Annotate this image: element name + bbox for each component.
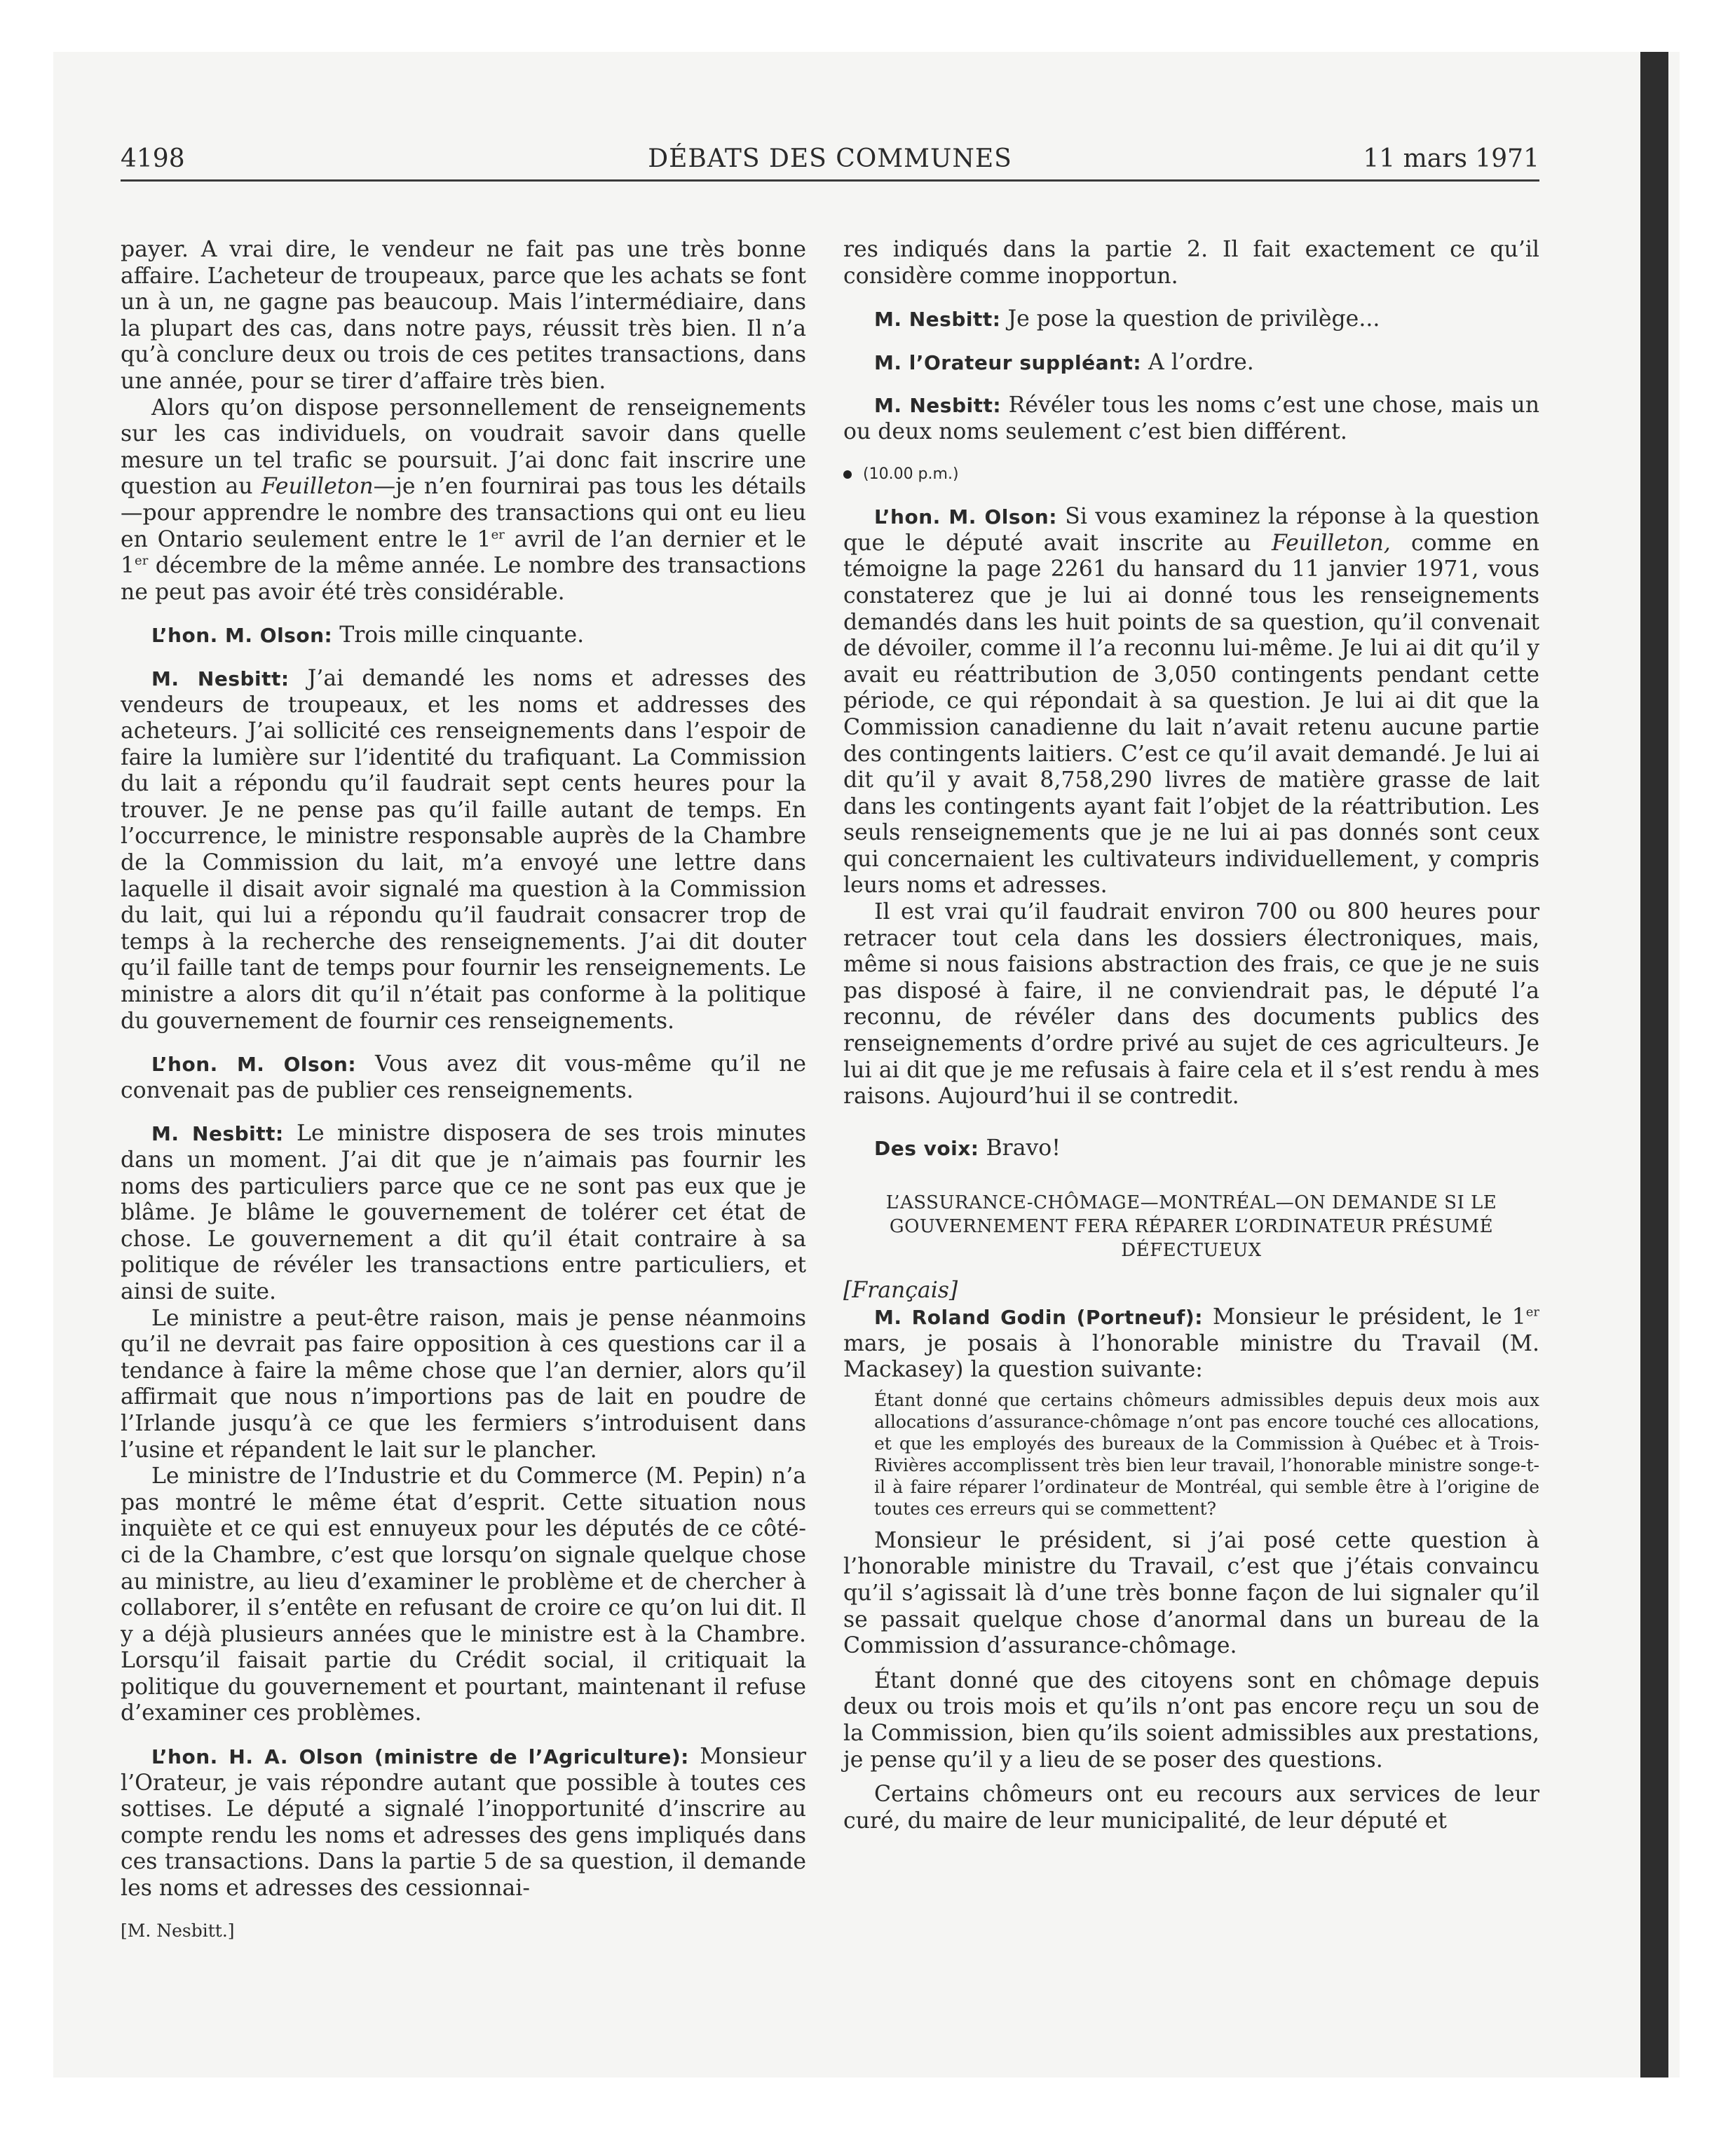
speaker-name: M. Nesbitt: xyxy=(874,394,1002,418)
paragraph: Monsieur le président, si j’ai posé cette question à l’honorable ministre du Travail, c’est que j’étais convaincu qu’il s’agissait là d’une très bonne façon de lui signaler qu’il se passait quelque chose d’anormal dans un bureau de la Commission d’assurance-chômage. xyxy=(843,1527,1539,1659)
page-number: 4198 xyxy=(121,144,185,173)
publication-title: DÉBATS DES COMMUNES xyxy=(648,144,1012,173)
paragraph: Étant donné que des citoyens sont en chômage depuis deux ou trois mois et qu’ils n’ont pas encore reçu un sou de la Commission, bien qu’ils soient admissibles aux prestations, je pense qu’il y a lieu de se poser des questions. xyxy=(843,1667,1539,1773)
speech: L’hon. M. Olson: Si vous examinez la réponse à la question que le député avait inscrite au Feuilleton, comme en témoigne la page 2261 du hansard du 11 janvier 1971, vous constaterez que je lui ai donné tous les renseignements demandés dans les huit points de sa question, qu’il convenait de dévoiler, comme il l’a reconnu lui-même. Je lui ai dit qu’il y avait eu réattribution de 3,050 contingents pendant cette période, ce qui répondait à sa question. Je lui ai dit que la Commission canadienne du lait n’avait retenu aucune partie des contingents laitiers. C’est ce qu’il avait demandé. Je lui ai dit qu’il y avait 8,758,290 livres de matière grasse de lait dans les contingents ayant fait l’objet de la réattribution. Les seuls renseignements que je ne lui ai pas donnés sont ceux qui concernaient les cultivateurs individuellement, y compris leurs noms et adresses. xyxy=(843,504,1540,899)
speaker-name: L’hon. M. Olson: xyxy=(874,505,1057,529)
speaker-name: M. Roland Godin (Portneuf): xyxy=(874,1306,1203,1329)
speech: M. Nesbitt: J’ai demandé les noms et adresses des vendeurs de troupeaux, et les noms et addresses des acheteurs. J’ai sollicité ces renseignements dans l’espoir de faire la lumière sur l’identité du trafiquant. La Commission du lait a répondu qu’il faudrait sept cents heures pour la trouver. Je ne pense pas qu’il faille autant de temps. En l’occurrence, le ministre responsable auprès de la Chambre de la Commission du lait, m’a envoyé une lettre dans laquelle il disait avoir signalé ma question à la Commission du lait, qui lui a répondu qu’il faudrait consacrer trop de temps à la recherche des renseignements. J’ai dit douter qu’il faille tant de temps pour fournir les renseignements. Le ministre a alors dit qu’il n’était pas conforme à la politique du gouvernement de fournir ces renseignements. xyxy=(121,665,806,1034)
speech: L’hon. M. Olson: Trois mille cinquante. xyxy=(151,622,585,648)
speech: M. Nesbitt: Je pose la question de privilège... xyxy=(874,306,1380,332)
speaker-name: L’hon. H. A. Olson (ministre de l’Agriculture): xyxy=(151,1745,689,1769)
speech: M. Roland Godin (Portneuf): Monsieur le président, le 1er mars, je posais à l’honorable ministre du Travail (M. Mackasey) la question suivante: xyxy=(843,1304,1539,1383)
section-heading: L’ASSURANCE-CHÔMAGE—MONTRÉAL—ON DEMANDE SI LE GOUVERNEMENT FERA RÉPARER L’ORDINATEUR PRÉSUMÉ DÉFECTUEUX xyxy=(885,1192,1497,1262)
speaker-name: L’hon. M. Olson: xyxy=(151,1053,357,1077)
paragraph: Le ministre a peut-être raison, mais je pense néanmoins qu’il ne devrait pas faire opposition à ces questions car il a tendance à faire la même chose que l’an dernier, alors qu’il affirmait que nous n’importions pas de lait en poudre de l’Irlande jusqu’à ce que les fermiers s’introduisent dans l’usine et répandent le lait sur le plancher. xyxy=(121,1305,806,1463)
speech: M. l’Orateur suppléant: A l’ordre. xyxy=(874,349,1254,375)
page-date: 11 mars 1971 xyxy=(1363,144,1539,173)
paragraph: Certains chômeurs ont eu recours aux services de leur curé, du maire de leur municipalité, de leur député et xyxy=(843,1782,1539,1834)
speaker-name: M. Nesbitt: xyxy=(874,308,1001,332)
quoted-question: Étant donné que certains chômeurs admissibles depuis deux mois aux allocations d’assurance-chômage n’ont pas encore touché ces allocations, et que les employés des bureaux de la Commission à Québec et à Trois-Rivières accomplissent très bien leur travail, l’honorable ministre songe-t-il à faire réparer l’ordinateur de Montréal, qui semble être à l’origine de toutes ces erreurs qui se commettent? xyxy=(874,1389,1539,1519)
page-header xyxy=(121,144,1539,182)
speaker-name: Des voix: xyxy=(874,1136,979,1160)
language-marker: [Français] xyxy=(843,1278,958,1304)
speaker-name: M. Nesbitt: xyxy=(151,1122,284,1146)
speech: L’hon. H. A. Olson (ministre de l’Agriculture): Monsieur l’Orateur, je vais répondre autant que possible à toutes ces sottises. Le député a signalé l’inopportunité d’inscrire au compte rendu les noms et adresses des gens impliqués dans ces transactions. Dans la partie 5 de sa question, il demande les noms et adresses des cessionnai- xyxy=(121,1744,806,1902)
left-column xyxy=(121,237,806,1944)
speech: M. Nesbitt: Révéler tous les noms c’est une chose, mais un ou deux noms seulement c’est bien différent. xyxy=(843,393,1539,444)
speech: L’hon. M. Olson: Vous avez dit vous-même qu’il ne convenait pas de publier ces renseignements. xyxy=(121,1051,807,1103)
speaker-name: L’hon. M. Olson: xyxy=(151,624,333,648)
paragraph: res indiqués dans la partie 2. Il fait exactement ce qu’il considère comme inopportun. xyxy=(843,237,1539,289)
right-column xyxy=(843,237,1539,1834)
paragraph: Le ministre de l’Industrie et du Commerce (M. Pepin) n’a pas montré le même état d’esprit. Cette situation nous inquiète et ce qui est ennuyeux pour les députés de ce côté-ci de la Chambre, c’est que lorsqu’on signale quelque chose au ministre, au lieu d’examiner le problème et de chercher à collaborer, il s’entête en refusant de croire ce qu’on lui dit. Il y a déjà plusieurs années que le ministre est à la Chambre. Lorsqu’il faisait partie du Crédit social, il critiquait la politique du gouvernement et pourtant, maintenant il refuse d’examiner ces problèmes. xyxy=(121,1464,806,1726)
speaker-footnote: [M. Nesbitt.] xyxy=(121,1920,235,1941)
paragraph: payer. A vrai dire, le vendeur ne fait pas une très bonne affaire. L’acheteur de troupeaux, parce que les achats se font un à un, ne gagne pas beaucoup. Mais l’intermédiaire, dans la plupart des cas, dans notre pays, réussit très bien. Il n’a qu’à conclure deux ou trois de ces petites transactions, dans une année, pour se tirer d’affaire très bien. xyxy=(121,237,806,394)
time-marker: (10.00 p.m.) xyxy=(843,461,1539,488)
bullet-icon xyxy=(843,470,852,479)
page-binding-edge xyxy=(1640,52,1668,2077)
paragraph: Alors qu’on dispose personnellement de renseignements sur les cas individuels, on voudrait savoir dans quelle mesure un tel trafic se poursuit. J’ai donc fait inscrire une question au Feuilleton—je n’en fournirai pas tous les détails—pour apprendre le nombre des transactions qui ont eu lieu en Ontario seulement entre le 1er avril de l’an dernier et le 1er décembre de la même année. Le nombre des transactions ne peut pas avoir été très considérable. xyxy=(121,395,807,605)
paragraph: Il est vrai qu’il faudrait environ 700 ou 800 heures pour retracer tout cela dans les dossiers électroniques, mais, même si nous faisions abstraction des frais, ce que je ne suis pas disposé à faire, il ne conviendrait pas, le député l’a reconnu, de révéler dans des documents publics des renseignements d’ordre privé au sujet de ces agriculteurs. Je lui ai dit que je me refusais à faire cela et il s’est rendu à mes raisons. Aujourd’hui il se contredit. xyxy=(843,899,1539,1110)
speech: M. Nesbitt: Le ministre disposera de ses trois minutes dans un moment. J’ai dit que je n’aimais pas fournir les noms des particuliers parce que ce ne sont pas eux que je blâme. Je blâme le gouvernement de tolérer cet état de chose. Le gouvernement a dit qu’il était contraire à sa politique de révéler les transactions entre particuliers, et ainsi de suite. xyxy=(121,1121,807,1304)
speech: Des voix: Bravo! xyxy=(874,1135,1061,1161)
speaker-name: M. l’Orateur suppléant: xyxy=(874,350,1142,374)
speaker-name: M. Nesbitt: xyxy=(151,667,290,690)
